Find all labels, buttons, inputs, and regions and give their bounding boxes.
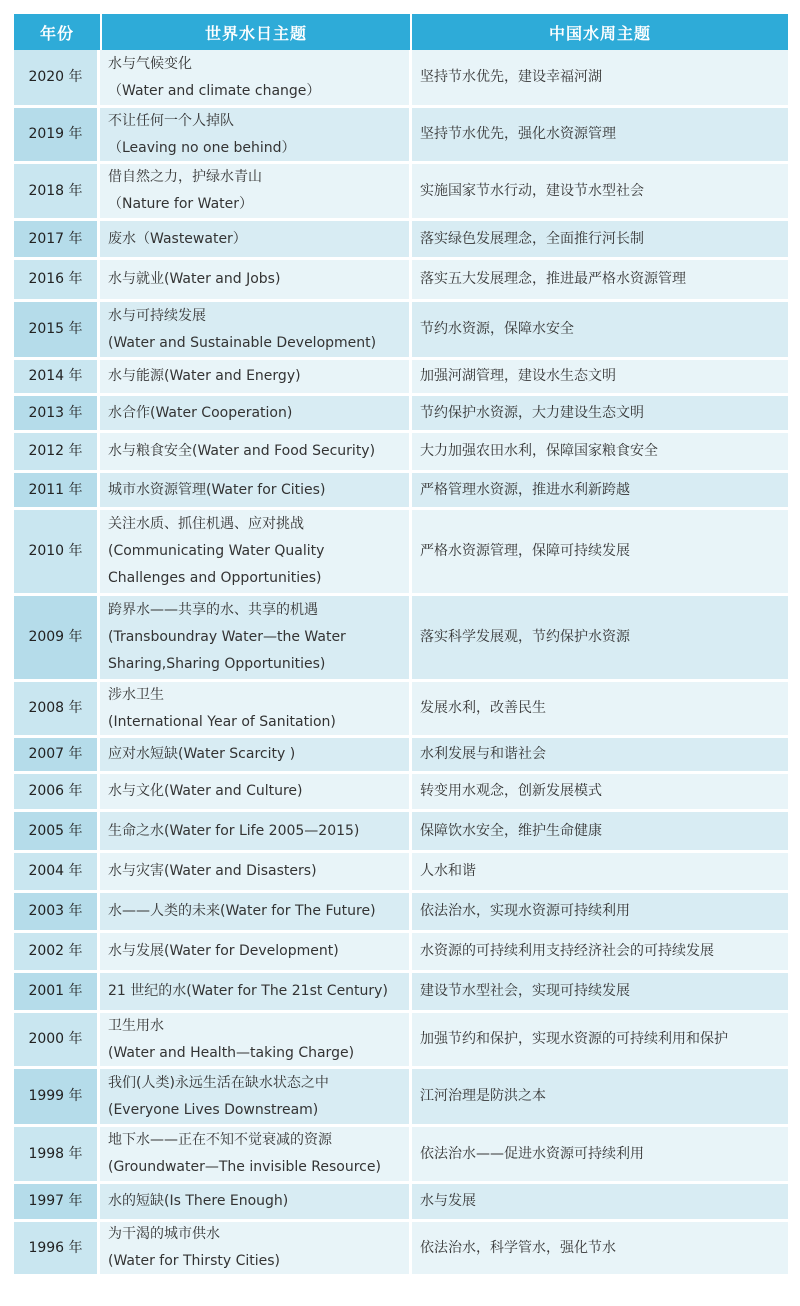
world-water-day-theme-line: 地下水——正在不知不觉衰减的资源 — [108, 1132, 332, 1148]
year-cell: 2002 年 — [14, 933, 100, 973]
world-water-day-theme-line: （Nature for Water） — [108, 196, 254, 212]
world-water-day-cell — [100, 221, 412, 260]
china-water-week-cell — [412, 302, 788, 360]
world-water-day-theme-line: 生命之水(Water for Life 2005—2015) — [108, 822, 360, 839]
china-water-week-theme-line: 建设节水型社会，实现可持续发展 — [420, 983, 630, 999]
china-water-week-theme-line: 江河治理是防洪之本 — [420, 1088, 546, 1104]
china-water-week-cell — [412, 221, 788, 260]
year-cell: 2009 年 — [14, 596, 100, 682]
world-water-day-theme-line: 城市水资源管理(Water for Cities) — [108, 481, 326, 498]
world-water-day-cell — [100, 853, 412, 893]
china-water-week-theme-line: 坚持节水优先，强化水资源管理 — [420, 126, 616, 142]
year-cell: 2007 年 — [14, 738, 100, 774]
world-water-day-theme-line: 21 世纪的水(Water for The 21st Century) — [108, 983, 388, 999]
china-water-week-cell — [412, 164, 788, 221]
world-water-day-cell — [100, 1069, 412, 1127]
china-water-week-theme-line: 落实科学发展观，节约保护水资源 — [420, 629, 630, 645]
china-water-week-theme-line: 水与发展 — [420, 1193, 476, 1209]
world-water-day-cell — [100, 164, 412, 221]
year-cell: 1998 年 — [14, 1127, 100, 1184]
china-water-week-theme-line: 坚持节水优先，建设幸福河湖 — [420, 69, 602, 85]
world-water-day-cell — [100, 1127, 412, 1184]
china-water-week-cell — [412, 433, 788, 473]
china-water-week-theme-line: 严格水资源管理，保障可持续发展 — [420, 543, 630, 559]
world-water-day-cell — [100, 1013, 412, 1069]
year-cell: 2004 年 — [14, 853, 100, 893]
china-water-week-cell — [412, 1069, 788, 1127]
world-water-day-cell — [100, 973, 412, 1013]
world-water-day-theme-line: 涉水卫生 — [108, 686, 164, 703]
china-water-week-cell — [412, 260, 788, 302]
world-water-day-theme-line: 水与灾害(Water and Disasters) — [108, 863, 317, 879]
world-water-day-theme-line: 水与发展(Water for Development) — [108, 943, 339, 959]
world-water-day-theme-line: 卫生用水 — [108, 1017, 164, 1034]
world-water-day-cell — [100, 682, 412, 738]
china-water-week-cell — [412, 853, 788, 893]
world-water-day-theme-line: 水与气候变化 — [108, 55, 192, 72]
china-water-week-theme-line: 发展水利，改善民生 — [420, 700, 546, 716]
china-water-week-theme-line: 依法治水，科学管水，强化节水 — [420, 1239, 616, 1256]
china-water-week-theme-line: 人水和谐 — [420, 863, 476, 879]
year-cell: 2011 年 — [14, 473, 100, 510]
china-water-week-cell — [412, 893, 788, 933]
year-cell: 2006 年 — [14, 774, 100, 812]
china-water-week-cell — [412, 1222, 788, 1277]
world-water-day-theme-line: 不让任何一个人掉队 — [108, 112, 234, 129]
world-water-day-cell — [100, 1222, 412, 1277]
year-cell: 2020 年 — [14, 50, 100, 108]
year-cell: 2001 年 — [14, 973, 100, 1013]
china-water-week-cell — [412, 973, 788, 1013]
world-water-day-theme-line: (Everyone Lives Downstream) — [108, 1101, 319, 1118]
world-water-day-cell — [100, 596, 412, 682]
china-water-week-theme-line: 加强节约和保护，实现水资源的可持续利用和保护 — [420, 1031, 728, 1047]
world-water-day-theme-line: Challenges and Opportunities) — [108, 570, 322, 586]
world-water-day-cell — [100, 360, 412, 396]
world-water-day-theme-line: 水合作(Water Cooperation) — [108, 404, 293, 421]
world-water-day-theme-line: (Water for Thirsty Cities) — [108, 1253, 280, 1269]
china-water-week-cell — [412, 396, 788, 433]
china-water-week-theme-line: 水资源的可持续利用支持经济社会的可持续发展 — [420, 943, 714, 959]
china-water-week-cell — [412, 812, 788, 853]
world-water-day-theme-line: Sharing,Sharing Opportunities) — [108, 656, 326, 672]
china-water-week-cell — [412, 1013, 788, 1069]
world-water-day-theme-line: 水与可持续发展 — [108, 307, 206, 324]
year-cell: 1999 年 — [14, 1069, 100, 1127]
china-water-week-theme-line: 依法治水，实现水资源可持续利用 — [420, 903, 630, 919]
world-water-day-cell — [100, 396, 412, 433]
world-water-day-theme-line: (Transboundray Water—the Water — [108, 629, 346, 645]
year-cell: 2015 年 — [14, 302, 100, 360]
year-cell: 2013 年 — [14, 396, 100, 433]
china-water-week-cell — [412, 50, 788, 108]
china-water-week-theme-line: 节约水资源，保障水安全 — [420, 321, 574, 337]
world-water-day-cell — [100, 433, 412, 473]
world-water-day-cell — [100, 933, 412, 973]
year-cell: 2016 年 — [14, 260, 100, 302]
year-cell: 2017 年 — [14, 221, 100, 260]
world-water-day-theme-line: (International Year of Sanitation) — [108, 713, 336, 730]
world-water-day-cell — [100, 473, 412, 510]
china-water-week-cell — [412, 933, 788, 973]
year-cell: 1996 年 — [14, 1222, 100, 1277]
china-water-week-theme-line: 转变用水观念，创新发展模式 — [420, 783, 602, 799]
china-water-week-theme-line: 落实绿色发展理念，全面推行河长制 — [420, 230, 644, 247]
world-water-day-theme-line: （Leaving no one behind） — [108, 139, 296, 156]
year-cell: 1997 年 — [14, 1184, 100, 1222]
china-water-week-cell — [412, 596, 788, 682]
china-water-week-cell — [412, 682, 788, 738]
china-water-week-theme-line: 依法治水——促进水资源可持续利用 — [420, 1145, 644, 1162]
china-water-week-theme-line: 严格管理水资源，推进水利新跨越 — [420, 481, 630, 498]
world-water-day-theme-line: (Water and Sustainable Development) — [108, 334, 377, 351]
header-china-water-week: 中国水周主题 — [412, 14, 788, 50]
china-water-week-theme-line: 落实五大发展理念，推进最严格水资源管理 — [420, 271, 686, 287]
year-cell: 2005 年 — [14, 812, 100, 853]
world-water-day-theme-line: 跨界水——共享的水、共享的机遇 — [108, 602, 318, 618]
header-year: 年份 — [14, 14, 100, 50]
world-water-day-theme-line: 水的短缺(Is There Enough) — [108, 1193, 289, 1209]
world-water-day-theme-line: 我们(人类)永远生活在缺水状态之中 — [108, 1074, 329, 1091]
china-water-week-theme-line: 水利发展与和谐社会 — [420, 746, 546, 762]
world-water-day-theme-line: (Groundwater—The invisible Resource) — [108, 1159, 381, 1175]
world-water-day-cell — [100, 812, 412, 853]
world-water-day-theme-line: 水与就业(Water and Jobs) — [108, 271, 281, 287]
water-themes-table — [14, 14, 788, 1277]
china-water-week-cell — [412, 360, 788, 396]
world-water-day-theme-line: 水与粮食安全(Water and Food Security) — [108, 443, 376, 459]
world-water-day-theme-line: （Water and climate change） — [108, 82, 321, 99]
year-cell: 2000 年 — [14, 1013, 100, 1069]
china-water-week-theme-line: 实施国家节水行动，建设节水型社会 — [420, 182, 644, 199]
world-water-day-theme-line: (Water and Health—taking Charge) — [108, 1044, 355, 1061]
year-cell: 2008 年 — [14, 682, 100, 738]
year-cell: 2014 年 — [14, 360, 100, 396]
china-water-week-theme-line: 大力加强农田水利，保障国家粮食安全 — [420, 443, 658, 459]
world-water-day-theme-line: 借自然之力，护绿水青山 — [108, 169, 262, 185]
china-water-week-theme-line: 节约保护水资源，大力建设生态文明 — [420, 404, 644, 421]
world-water-day-theme-line: 水——人类的未来(Water for The Future) — [108, 903, 376, 919]
world-water-day-cell — [100, 108, 412, 164]
year-cell: 2012 年 — [14, 433, 100, 473]
year-cell: 2018 年 — [14, 164, 100, 221]
china-water-week-cell — [412, 1127, 788, 1184]
year-cell: 2019 年 — [14, 108, 100, 164]
world-water-day-theme-line: 水与文化(Water and Culture) — [108, 783, 303, 799]
world-water-day-cell — [100, 302, 412, 360]
world-water-day-cell — [100, 774, 412, 812]
world-water-day-theme-line: 废水（Wastewater） — [108, 230, 247, 247]
china-water-week-cell — [412, 510, 788, 596]
china-water-week-cell — [412, 1184, 788, 1222]
world-water-day-theme-line: 水与能源(Water and Energy) — [108, 368, 301, 384]
world-water-day-cell — [100, 1184, 412, 1222]
china-water-week-cell — [412, 774, 788, 812]
china-water-week-theme-line: 保障饮水安全，维护生命健康 — [420, 822, 602, 839]
year-cell: 2003 年 — [14, 893, 100, 933]
world-water-day-cell — [100, 738, 412, 774]
china-water-week-cell — [412, 473, 788, 510]
year-cell: 2010 年 — [14, 510, 100, 596]
china-water-week-cell — [412, 108, 788, 164]
world-water-day-theme-line: 应对水短缺(Water Scarcity ) — [108, 746, 296, 762]
world-water-day-cell — [100, 510, 412, 596]
world-water-day-theme-line: 为干渴的城市供水 — [108, 1226, 220, 1242]
world-water-day-cell — [100, 50, 412, 108]
world-water-day-cell — [100, 260, 412, 302]
world-water-day-theme-line: (Communicating Water Quality — [108, 543, 325, 559]
world-water-day-cell — [100, 893, 412, 933]
world-water-day-theme-line: 关注水质、抓住机遇、应对挑战 — [108, 516, 304, 532]
china-water-week-theme-line: 加强河湖管理，建设水生态文明 — [420, 368, 616, 384]
header-world-water-day: 世界水日主题 — [100, 14, 412, 50]
china-water-week-cell — [412, 738, 788, 774]
